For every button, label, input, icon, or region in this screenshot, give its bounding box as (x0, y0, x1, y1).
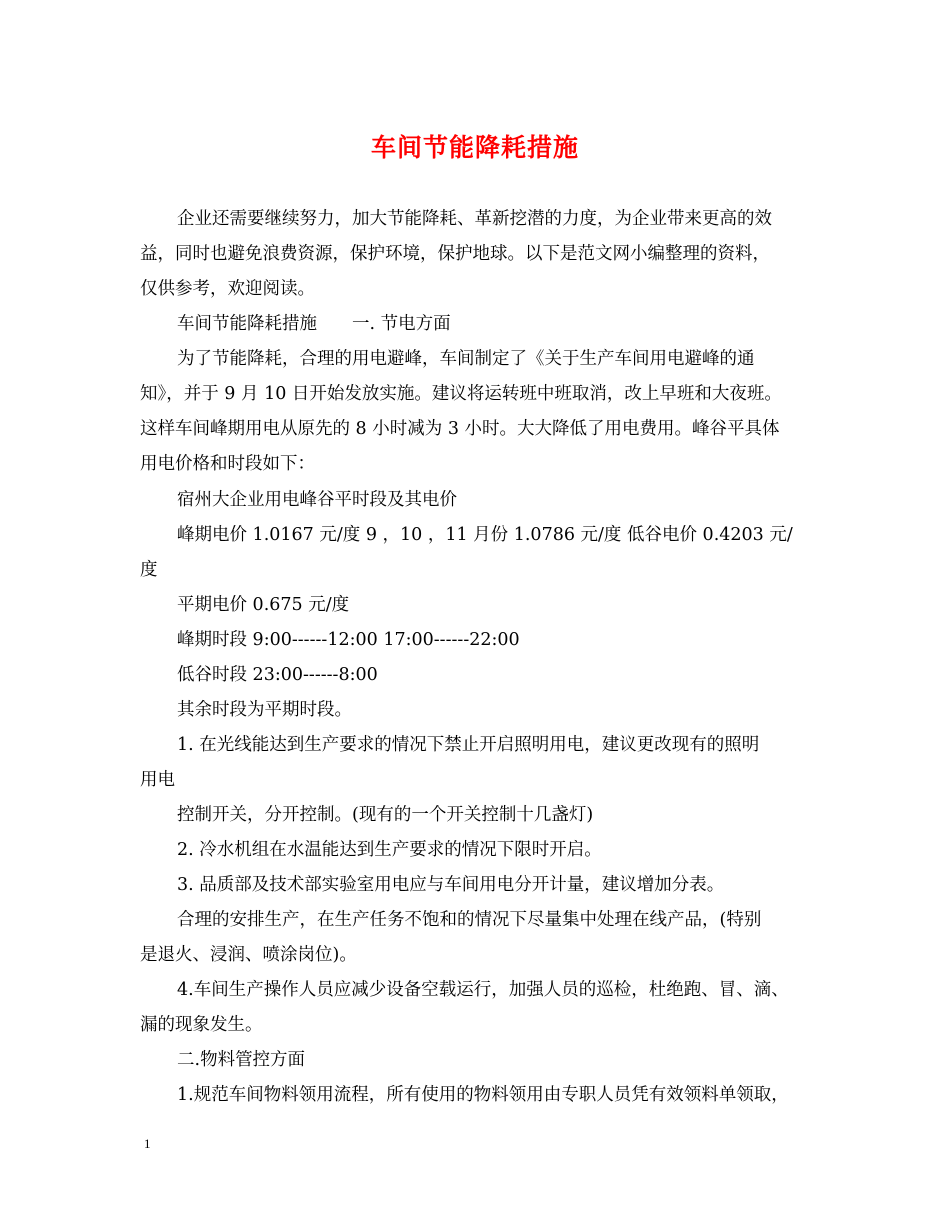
list-item: 1.规范车间物料领用流程，所有使用的物料领用由专职人员凭有效领料单领取， (177, 1085, 789, 1105)
price-line: 峰期电价 1.0167 元/度 9 ，10 ，11 月份 1.0786 元/度 低谷电价 0.4203 元/ (177, 525, 793, 545)
body-line: 企业还需要继续努力，加大节能降耗、革新挖潜的力度，为企业带来更高的效 (177, 209, 772, 229)
list-item: 4.车间生产操作人员应减少设备空载运行，加强人员的巡检，杜绝跑、冒、滴、 (177, 980, 789, 1000)
document-title: 车间节能降耗措施 (370, 133, 579, 162)
time-line: 低谷时段 23:00------8:00 (177, 665, 378, 685)
body-line: 其余时段为平期时段。 (177, 700, 352, 720)
list-item: 2. 冷水机组在水温能达到生产要求的情况下限时开启。 (177, 840, 602, 860)
body-line: 为了节能降耗，合理的用电避峰，车间制定了《关于生产车间用电避峰的通 (177, 349, 755, 369)
list-item: 控制开关，分开控制。(现有的一个开关控制十几盏灯) (177, 805, 594, 825)
time-line: 峰期时段 9:00------12:00 17:00------22:00 (177, 630, 520, 650)
body-line: 是退火、浸润、喷涂岗位)。 (140, 945, 357, 965)
section-heading: 车间节能降耗措施 一. 节电方面 (177, 314, 451, 334)
body-line: 这样车间峰期用电从原先的 8 小时减为 3 小时。大大降低了用电费用。峰谷平具体 (140, 419, 780, 439)
body-line: 知》，并于 9 月 10 日开始发放实施。建议将运转班中班取消，改上早班和大夜班。 (140, 384, 782, 404)
price-line: 度 (140, 560, 158, 580)
list-item: 1. 在光线能达到生产要求的情况下禁止开启照明用电，建议更改现有的照明 (177, 735, 760, 755)
body-line: 宿州大企业用电峰谷平时段及其电价 (177, 490, 457, 510)
body-line: 仅供参考，欢迎阅读。 (140, 279, 315, 299)
page-number: 1 (144, 1136, 151, 1151)
section-heading: 二.物料管控方面 (177, 1050, 306, 1070)
body-line: 合理的安排生产，在生产任务不饱和的情况下尽量集中处理在线产品，(特别 (177, 910, 762, 930)
body-line: 用电价格和时段如下： (140, 454, 315, 474)
price-line: 平期电价 0.675 元/度 (177, 595, 350, 615)
list-item: 用电 (140, 770, 175, 790)
list-item: 漏的现象发生。 (140, 1015, 263, 1035)
body-line: 益，同时也避免浪费资源，保护环境，保护地球。以下是范文网小编整理的资料， (140, 244, 770, 264)
list-item: 3. 品质部及技术部实验室用电应与车间用电分开计量，建议增加分表。 (177, 875, 725, 895)
